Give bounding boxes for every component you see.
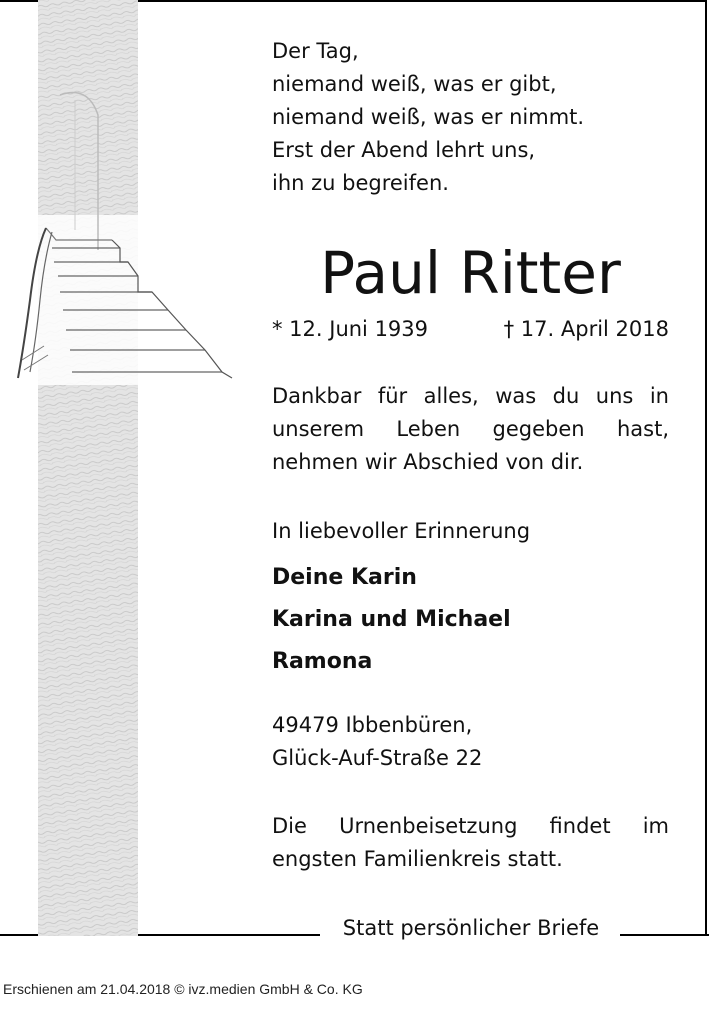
frame-bottom-right: [620, 934, 709, 936]
poem-line: niemand weiß, was er nimmt.: [272, 105, 585, 129]
publication-footer: Erschienen am 21.04.2018 © ivz.medien GmbH & Co. KG: [3, 981, 363, 997]
no-letters-note: Statt persönlicher Briefe: [330, 913, 612, 943]
poem-line: niemand weiß, was er gibt,: [272, 72, 557, 96]
poem-line: ihn zu begreifen.: [272, 171, 449, 195]
family-list: [272, 557, 511, 683]
thanks-text: Dankbar für alles, was du uns in unserem Leben gegeben hast, nehmen wir Abschied von dir.: [272, 384, 669, 474]
staircase-illustration-icon: [0, 0, 250, 936]
address: [272, 709, 669, 775]
life-dates: [272, 313, 669, 346]
poem-line: Der Tag,: [272, 39, 359, 63]
family-member: Ramona: [272, 649, 373, 674]
poem-line: Erst der Abend lehrt uns,: [272, 138, 536, 162]
address-line: 49479 Ibbenbüren,: [272, 713, 473, 737]
burial-text: Die Urnenbeisetzung findet im engsten Familienkreis statt.: [272, 814, 669, 871]
death-date: † 17. April 2018: [503, 317, 669, 341]
poem: [272, 35, 669, 200]
address-line: Glück-Auf-Straße 22: [272, 746, 483, 770]
memory-line: In liebevoller Erinnerung: [272, 519, 531, 543]
family-member: Karina und Michael: [272, 607, 511, 632]
birth-date: * 12. Juni 1939: [272, 317, 429, 341]
family-member: Deine Karin: [272, 565, 417, 590]
deceased-name: Paul Ritter: [320, 239, 621, 307]
